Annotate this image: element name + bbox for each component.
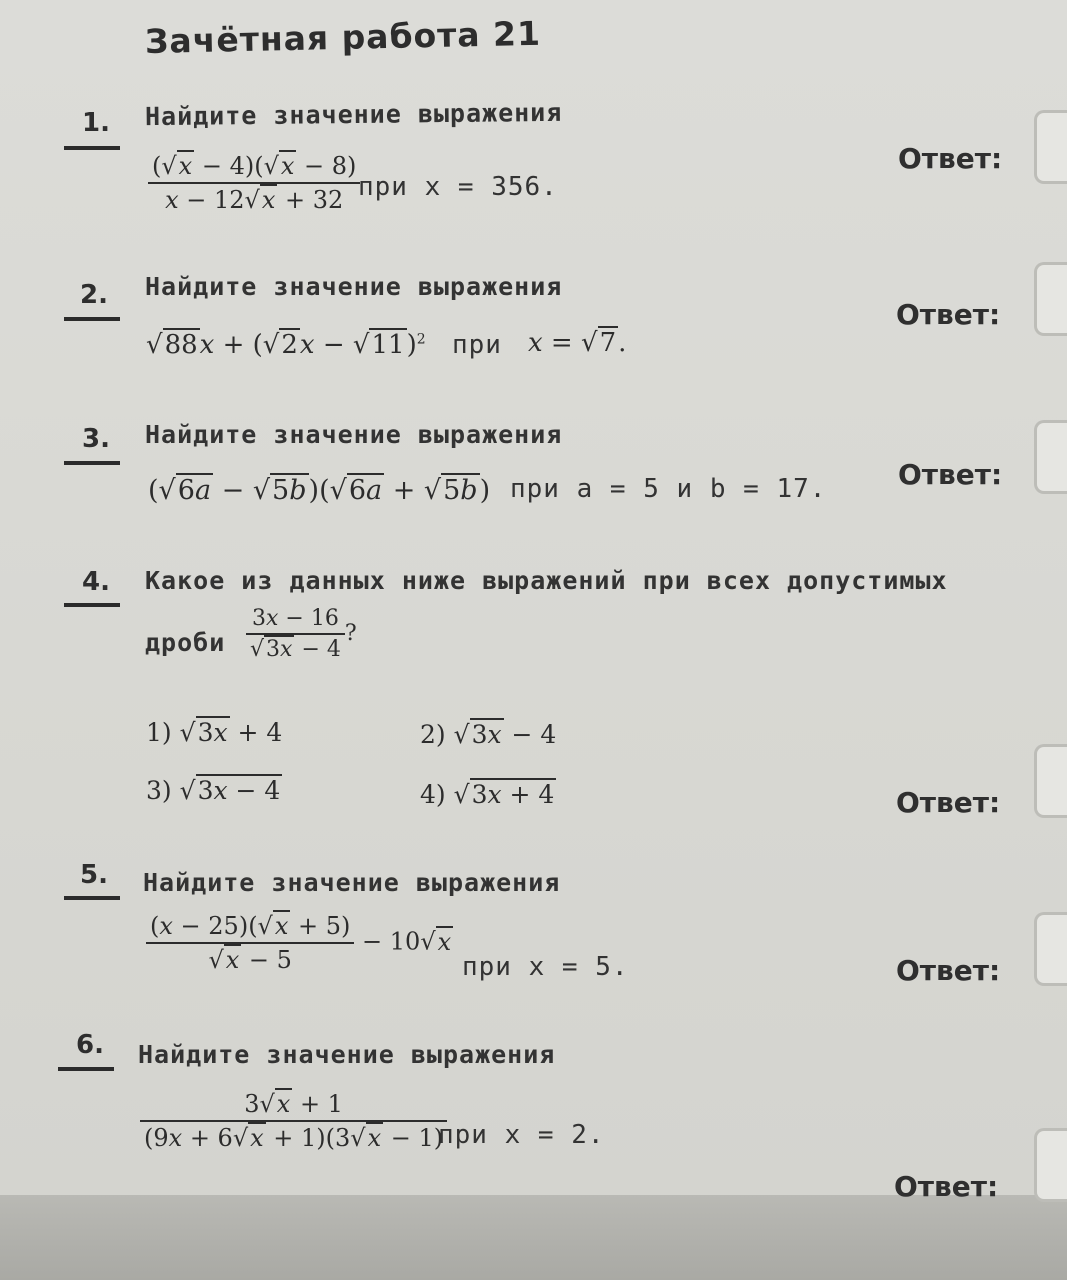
task-condition: при x = 5.	[462, 952, 629, 982]
task-text: Найдите значение выражения	[145, 420, 563, 449]
task-number: 1.	[82, 108, 110, 138]
task-condition: при x = 2.	[438, 1120, 605, 1150]
option-3[interactable]: 3) √3x − 4	[146, 776, 281, 805]
task-text: Найдите значение выражения	[144, 97, 563, 132]
task-expression: $\frac{3√x + 1}{(9x + 6√x + 1)(3√x - 1)}$	[140, 1090, 447, 1152]
task-text: Найдите значение выражения	[138, 1040, 556, 1069]
task-number-underline	[58, 1067, 114, 1071]
task-number: 4.	[82, 567, 110, 597]
task-number: 6.	[76, 1030, 104, 1060]
task-expression: $\frac{(√x - 4)(√x - 8)}{x - 12√x + 32}$	[148, 152, 360, 214]
task-text: Какое из данных ниже выражений при всех допустимых	[145, 566, 948, 595]
answer-box[interactable]	[1034, 110, 1067, 184]
option-1[interactable]: 1) √3x + 4	[146, 718, 283, 747]
desk-background	[0, 1195, 1067, 1280]
answer-label: Ответ:	[896, 786, 1001, 819]
task-condition: при a = 5 и b = 17.	[510, 474, 827, 504]
answer-box[interactable]	[1034, 1128, 1067, 1202]
answer-label: Ответ:	[896, 954, 1001, 987]
answer-box[interactable]	[1034, 262, 1067, 336]
task-number: 3.	[82, 424, 110, 454]
task-text: Найдите значение выражения	[143, 868, 561, 897]
task-number-underline	[64, 317, 120, 321]
answer-label: Ответ:	[896, 298, 1001, 331]
task-text-continued: дроби	[145, 628, 226, 657]
task-number: 2.	[80, 280, 108, 310]
option-4[interactable]: 4) √3x + 4	[420, 780, 555, 809]
task-number-underline	[64, 603, 120, 607]
page-title: Зачётная работа 21	[144, 13, 542, 61]
task-number-underline	[64, 461, 120, 465]
answer-box[interactable]	[1034, 912, 1067, 986]
task-expression: $\frac{(x - 25)(√x + 5)}{√x - 5}$ − 10√x	[146, 912, 453, 974]
answer-label: Ответ:	[894, 1170, 999, 1203]
task-condition: при x = 356.	[358, 172, 558, 202]
answer-label: Ответ:	[898, 142, 1003, 175]
task-fraction: $\frac{3x - 16}{√3x - 4}$ ?	[246, 606, 357, 662]
answer-label: Ответ:	[898, 458, 1003, 491]
task-condition-value: x = √7.	[528, 328, 627, 358]
answer-box[interactable]	[1034, 744, 1067, 818]
task-condition: при	[452, 330, 502, 360]
task-text: Найдите значение выражения	[145, 272, 563, 301]
task-expression: (√6a − √5b)(√6a + √5b)	[148, 475, 491, 506]
option-2[interactable]: 2) √3x − 4	[420, 720, 557, 749]
task-expression: $√88x + (√2x - √11)^2$	[146, 330, 426, 360]
task-number-underline	[64, 896, 120, 900]
task-number-underline	[64, 146, 120, 150]
answer-box[interactable]	[1034, 420, 1067, 494]
task-number: 5.	[80, 860, 108, 890]
